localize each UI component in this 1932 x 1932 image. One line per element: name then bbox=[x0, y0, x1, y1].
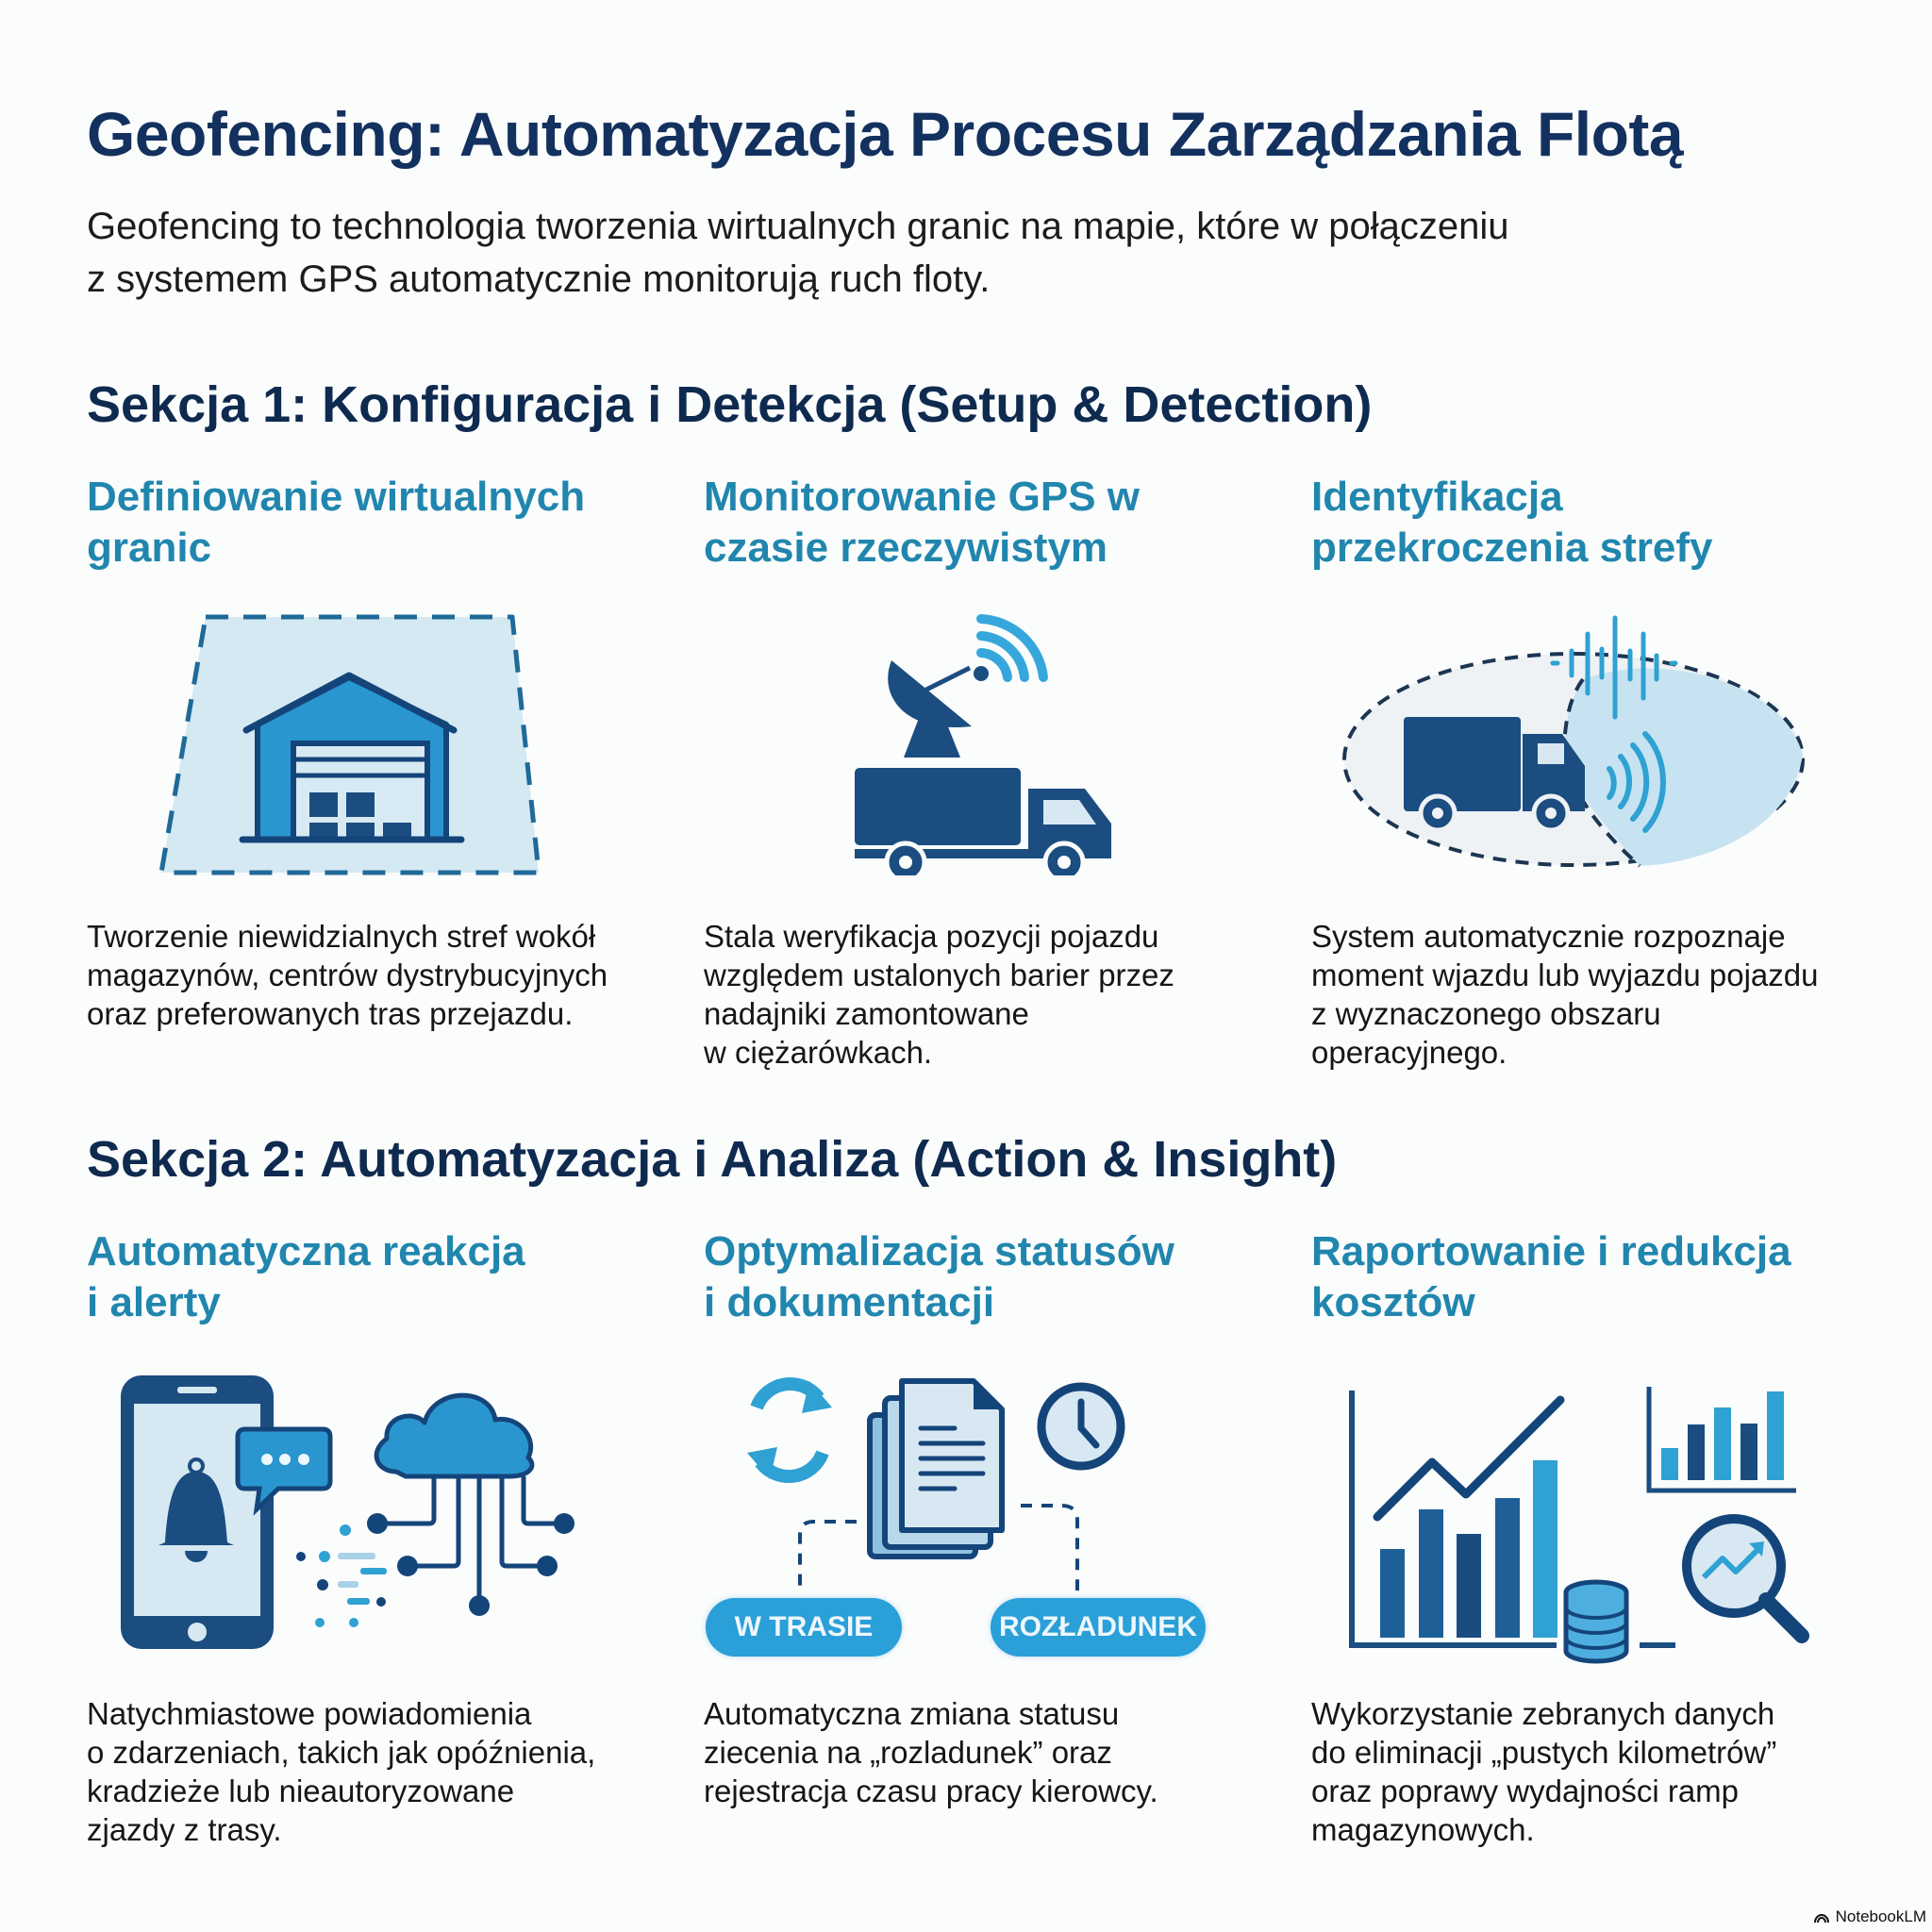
status-badge-in-transit: W TRASIE bbox=[706, 1598, 902, 1657]
desc-line: moment wjazdu lub wyjazdu pojazdu bbox=[1311, 958, 1819, 992]
notebooklm-logo-icon bbox=[1813, 1910, 1830, 1924]
card-title-line: czasie rzeczywistym bbox=[704, 525, 1108, 571]
desc-line: o zdarzeniach, takich jak opóźnienia, bbox=[87, 1735, 596, 1770]
desc-line: System automatycznie rozpoznaje bbox=[1311, 919, 1786, 954]
truck-zone-crossing-icon bbox=[1338, 613, 1819, 877]
card-description bbox=[87, 1694, 595, 1849]
desc-line: Wykorzystanie zebranych danych bbox=[1311, 1696, 1775, 1731]
desc-line: względem ustalonych barier przez bbox=[704, 958, 1174, 992]
intro-paragraph bbox=[87, 200, 1785, 306]
desc-line: operacyjnego. bbox=[1311, 1035, 1507, 1070]
desc-line: nadajniki zamontowane bbox=[704, 996, 1029, 1031]
satellite-truck-icon bbox=[830, 611, 1113, 875]
card-title-line: Monitorowanie GPS w bbox=[704, 474, 1141, 520]
card-title-line: i alerty bbox=[87, 1279, 221, 1325]
brand-label: NotebookLM bbox=[1835, 1907, 1926, 1925]
card-title-line: i dokumentacji bbox=[704, 1279, 995, 1325]
desc-line: oraz poprawy wydajności ramp bbox=[1311, 1774, 1740, 1808]
desc-line: do eliminacji „pustych kilometrów” bbox=[1311, 1735, 1777, 1770]
card-title-status-optimization bbox=[704, 1226, 1174, 1328]
card-title-line: przekroczenia strefy bbox=[1311, 525, 1713, 571]
section-2-title: Sekcja 2: Automatyzacja i Analiza (Action & Insight) bbox=[87, 1131, 1338, 1188]
desc-line: oraz preferowanych tras przejazdu. bbox=[87, 996, 574, 1031]
card-title-line: Automatyczna reakcja bbox=[87, 1228, 525, 1274]
notebooklm-branding bbox=[1813, 1907, 1926, 1926]
card-title-virtual-boundaries bbox=[87, 472, 585, 574]
card-title-line: Identyfikacja bbox=[1311, 474, 1563, 520]
page-title: Geofencing: Automatyzacja Procesu Zarządzania Flotą bbox=[87, 99, 1684, 169]
card-title-zone-crossing bbox=[1311, 472, 1713, 574]
desc-line: z wyznaczonego obszaru bbox=[1311, 996, 1661, 1031]
analytics-report-icon bbox=[1340, 1368, 1811, 1670]
intro-line: z systemem GPS automatycznie monitorują ruch floty. bbox=[87, 258, 991, 300]
phone-alert-cloud-icon bbox=[113, 1368, 575, 1651]
card-title-reporting bbox=[1311, 1226, 1791, 1328]
status-badge-unloading: ROZŁADUNEK bbox=[991, 1598, 1206, 1657]
desc-line: Tworzenie niewidzialnych stref wokół bbox=[87, 919, 596, 954]
card-description bbox=[1311, 917, 1818, 1072]
card-title-line: Optymalizacja statusów bbox=[704, 1228, 1174, 1274]
desc-line: zjazdy z trasy. bbox=[87, 1812, 282, 1847]
desc-line: rejestracja czasu pracy kierowcy. bbox=[704, 1774, 1158, 1808]
card-title-line: kosztów bbox=[1311, 1279, 1475, 1325]
desc-line: magazynowych. bbox=[1311, 1812, 1535, 1847]
desc-line: w ciężarówkach. bbox=[704, 1035, 933, 1070]
desc-line: Natychmiastowe powiadomienia bbox=[87, 1696, 532, 1731]
desc-line: Automatyczna zmiana statusu bbox=[704, 1696, 1120, 1731]
desc-line: ziecenia na „rozladunek” oraz bbox=[704, 1735, 1112, 1770]
desc-line: kradzieże lub nieautoryzowane bbox=[87, 1774, 515, 1808]
card-description bbox=[704, 917, 1174, 1072]
section-1-title: Sekcja 1: Konfiguracja i Detekcja (Setup & Detection) bbox=[87, 376, 1373, 433]
desc-line: magazynów, centrów dystrybucyjnych bbox=[87, 958, 608, 992]
card-description bbox=[87, 917, 608, 1033]
card-description bbox=[704, 1694, 1158, 1810]
card-description bbox=[1311, 1694, 1776, 1849]
card-title-gps-monitoring bbox=[704, 472, 1140, 574]
desc-line: Stala weryfikacja pozycji pojazdu bbox=[704, 919, 1159, 954]
card-title-line: granic bbox=[87, 525, 212, 571]
card-title-auto-alerts bbox=[87, 1226, 525, 1328]
card-title-line: Raportowanie i redukcja bbox=[1311, 1228, 1791, 1274]
warehouse-geofence-icon bbox=[156, 613, 542, 882]
card-title-line: Definiowanie wirtualnych bbox=[87, 474, 586, 520]
intro-line: Geofencing to technologia tworzenia wirtualnych granic na mapie, które w połączeniu bbox=[87, 206, 1509, 247]
